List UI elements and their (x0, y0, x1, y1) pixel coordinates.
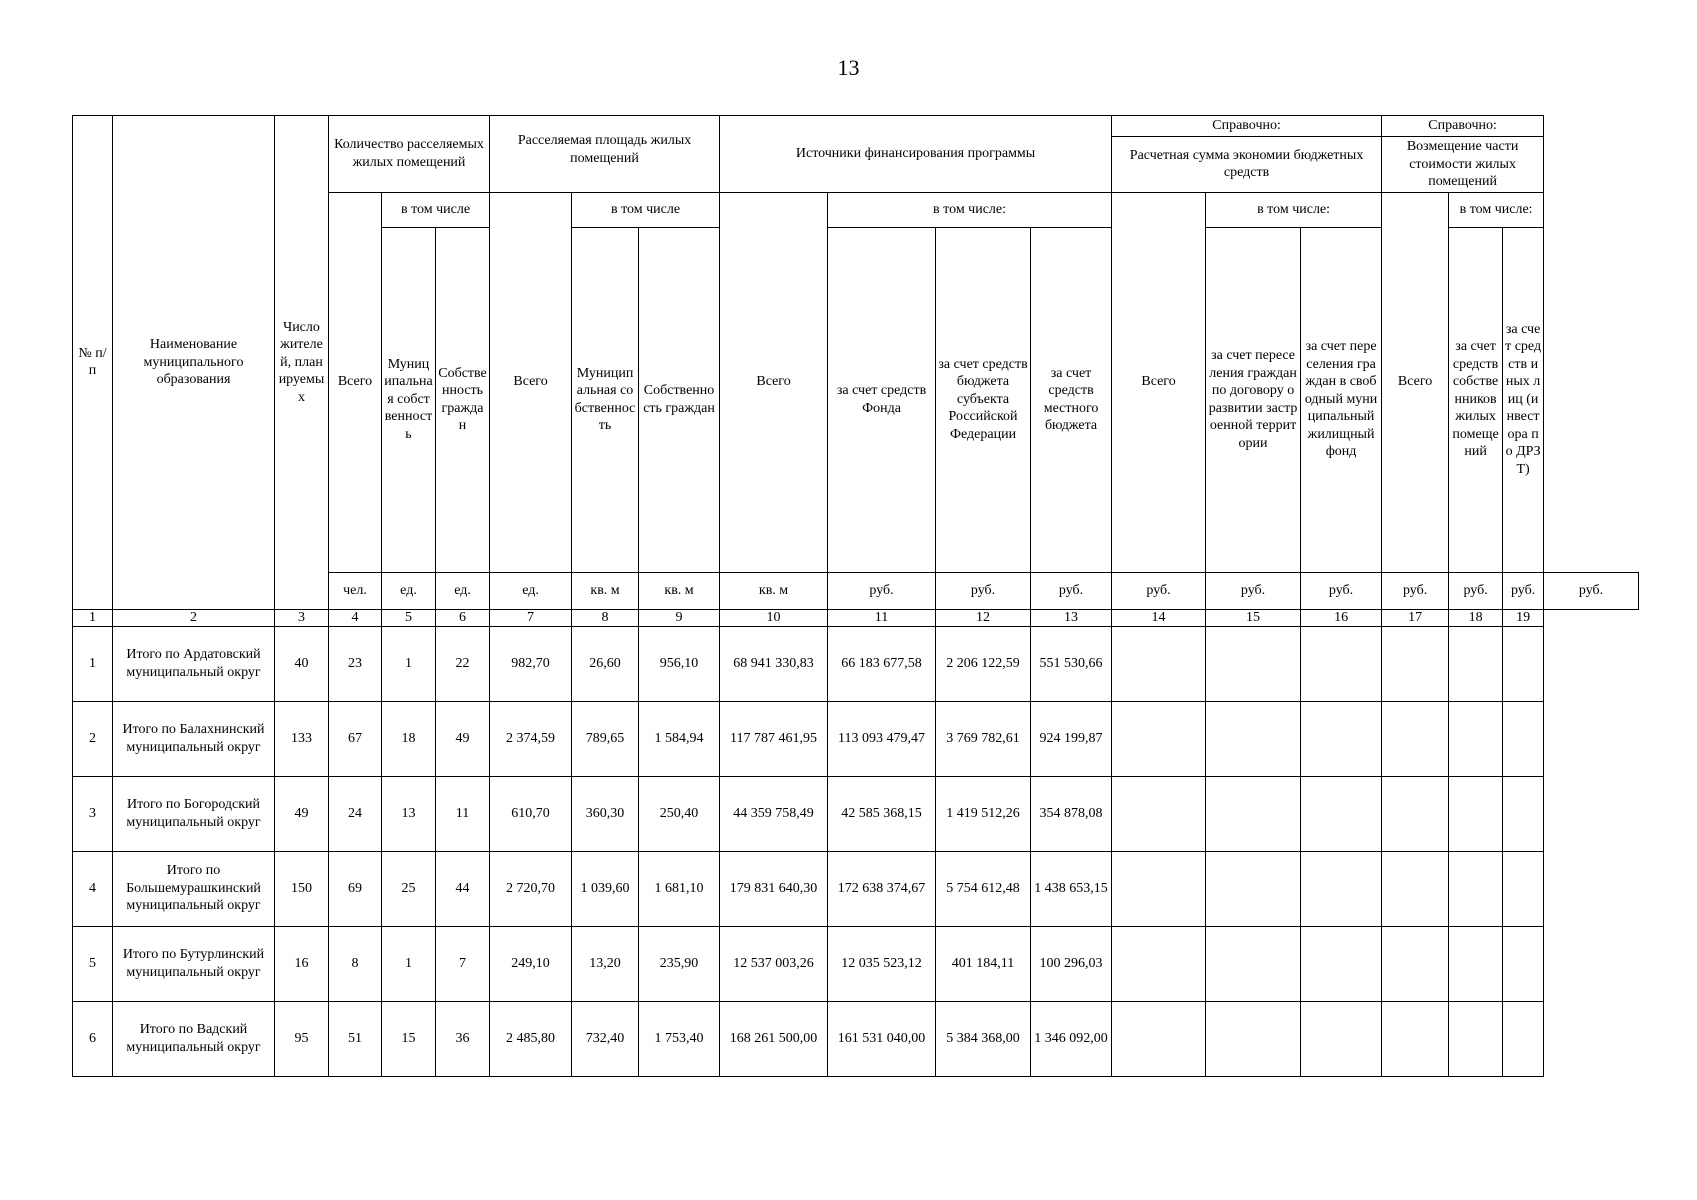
empty-reference-cell (1503, 626, 1544, 701)
column-numbers-row (73, 609, 1639, 626)
cell-residents: 133 (275, 701, 329, 776)
cell-count-total: 51 (329, 1001, 382, 1076)
cell-area-priv: 1 753,40 (639, 1001, 720, 1076)
cell-area-mun: 1 039,60 (572, 851, 639, 926)
unit-fin-region: руб. (1031, 572, 1112, 609)
header-fin-total: Всего (720, 192, 828, 572)
municipality-name (113, 926, 275, 1001)
header-count-group: Количество расселяемых жилых помещений (329, 116, 490, 193)
column-number-cell: 6 (436, 609, 490, 626)
row-number: 3 (73, 776, 113, 851)
empty-reference-cell (1503, 851, 1544, 926)
empty-reference-cell (1449, 701, 1503, 776)
column-number-cell: 10 (720, 609, 828, 626)
cell-fin-fund: 66 183 677,58 (828, 626, 936, 701)
cell-area-priv: 1 681,10 (639, 851, 720, 926)
empty-reference-cell (1112, 1001, 1206, 1076)
cell-count-priv: 22 (436, 626, 490, 701)
header-comp-including: в том числе: (1449, 192, 1544, 227)
cell-fin-fund: 172 638 374,67 (828, 851, 936, 926)
empty-reference-cell (1206, 626, 1301, 701)
header-econ-total: Всего (1112, 192, 1206, 572)
column-number-cell: 14 (1112, 609, 1206, 626)
cell-fin-total: 179 831 640,30 (720, 851, 828, 926)
column-number-cell: 15 (1206, 609, 1301, 626)
header-reference-label-compensation: Справочно: (1382, 116, 1544, 137)
unit-area-municipal: кв. м (639, 572, 720, 609)
cell-count-priv: 11 (436, 776, 490, 851)
cell-count-total: 23 (329, 626, 382, 701)
municipality-name (113, 776, 275, 851)
table-row (73, 776, 1639, 851)
header-economy-group: Расчетная сумма экономии бюджетных средств (1112, 137, 1382, 193)
cell-fin-fund: 12 035 523,12 (828, 926, 936, 1001)
cell-area-total: 249,10 (490, 926, 572, 1001)
cell-count-mun: 13 (382, 776, 436, 851)
header-residents: Число жителей, планируемых (275, 116, 329, 610)
empty-reference-cell (1382, 701, 1449, 776)
cell-area-priv: 250,40 (639, 776, 720, 851)
table-row (73, 626, 1639, 701)
empty-reference-cell (1449, 926, 1503, 1001)
empty-reference-cell (1449, 626, 1503, 701)
cell-area-priv: 235,90 (639, 926, 720, 1001)
cell-count-priv: 44 (436, 851, 490, 926)
column-number-cell: 5 (382, 609, 436, 626)
municipality-name (113, 626, 275, 701)
header-sources-group: Источники финансирования программы (720, 116, 1112, 193)
cell-fin-total: 117 787 461,95 (720, 701, 828, 776)
cell-area-mun: 789,65 (572, 701, 639, 776)
cell-fin-local: 100 296,03 (1031, 926, 1112, 1001)
empty-reference-cell (1382, 1001, 1449, 1076)
unit-comp-others: руб. (1544, 572, 1639, 609)
empty-reference-cell (1382, 626, 1449, 701)
municipality-name-text: Богородский муниципальный округ (126, 797, 261, 830)
cell-area-priv: 1 584,94 (639, 701, 720, 776)
empty-reference-cell (1301, 701, 1382, 776)
cell-count-total: 24 (329, 776, 382, 851)
column-number-cell: 17 (1382, 609, 1449, 626)
cell-count-priv: 49 (436, 701, 490, 776)
municipality-name-text: Балахнинский муниципальный округ (126, 722, 265, 755)
resettlement-table (72, 115, 1639, 1077)
column-number-cell: 16 (1301, 609, 1382, 626)
unit-fin-local: руб. (1112, 572, 1206, 609)
unit-econ-free-fund: руб. (1382, 572, 1449, 609)
municipality-name-text: Ардатовский муниципальный округ (126, 647, 261, 680)
cell-count-mun: 1 (382, 926, 436, 1001)
empty-reference-cell (1503, 926, 1544, 1001)
unit-area-private: кв. м (720, 572, 828, 609)
header-reference-label-economy: Справочно: (1112, 116, 1382, 137)
cell-fin-region: 1 419 512,26 (936, 776, 1031, 851)
unit-comp-total: руб. (1449, 572, 1503, 609)
unit-count-total: ед. (382, 572, 436, 609)
empty-reference-cell (1206, 776, 1301, 851)
municipality-name-prefix: Итого по (139, 1022, 194, 1037)
cell-count-total: 67 (329, 701, 382, 776)
cell-residents: 16 (275, 926, 329, 1001)
header-area-private: Собственность граждан (639, 227, 720, 572)
empty-reference-cell (1382, 926, 1449, 1001)
empty-reference-cell (1301, 776, 1382, 851)
cell-area-total: 610,70 (490, 776, 572, 851)
cell-area-total: 2 374,59 (490, 701, 572, 776)
table-row (73, 926, 1639, 1001)
cell-residents: 95 (275, 1001, 329, 1076)
municipality-name-prefix: Итого по (126, 647, 180, 662)
unit-count-private: ед. (490, 572, 572, 609)
header-area-total: Всего (490, 192, 572, 572)
cell-residents: 40 (275, 626, 329, 701)
column-number-cell: 18 (1449, 609, 1503, 626)
empty-reference-cell (1382, 776, 1449, 851)
header-fin-region: за счет средств бюджета субъекта Российской Федерации (936, 227, 1031, 572)
empty-reference-cell (1112, 926, 1206, 1001)
empty-reference-cell (1503, 701, 1544, 776)
header-count-total: Всего (329, 192, 382, 572)
cell-fin-region: 401 184,11 (936, 926, 1031, 1001)
cell-count-mun: 18 (382, 701, 436, 776)
column-number-cell: 12 (936, 609, 1031, 626)
column-number-cell: 11 (828, 609, 936, 626)
column-number-cell: 2 (113, 609, 275, 626)
cell-area-total: 2 485,80 (490, 1001, 572, 1076)
empty-reference-cell (1112, 776, 1206, 851)
empty-reference-cell (1382, 851, 1449, 926)
cell-area-mun: 732,40 (572, 1001, 639, 1076)
cell-area-priv: 956,10 (639, 626, 720, 701)
cell-fin-total: 68 941 330,83 (720, 626, 828, 701)
municipality-name-text: Вадский муниципальный округ (126, 1022, 261, 1055)
cell-fin-fund: 113 093 479,47 (828, 701, 936, 776)
empty-reference-cell (1206, 1001, 1301, 1076)
cell-count-priv: 36 (436, 1001, 490, 1076)
header-count-private: Собственность граждан (436, 227, 490, 572)
cell-fin-local: 1 346 092,00 (1031, 1001, 1112, 1076)
header-comp-others: за счет средств иных лиц (инвестора по ДРЗТ) (1503, 227, 1544, 572)
column-number-cell: 19 (1503, 609, 1544, 626)
header-compensation-group: Возмещение части стоимости жилых помещений (1382, 137, 1544, 193)
cell-fin-local: 354 878,08 (1031, 776, 1112, 851)
empty-reference-cell (1112, 701, 1206, 776)
cell-fin-total: 44 359 758,49 (720, 776, 828, 851)
header-fin-local: за счет средств местного бюджета (1031, 227, 1112, 572)
empty-reference-cell (1301, 851, 1382, 926)
unit-count-municipal: ед. (436, 572, 490, 609)
cell-fin-total: 12 537 003,26 (720, 926, 828, 1001)
municipality-name-prefix: Итого по (122, 722, 176, 737)
cell-count-mun: 1 (382, 626, 436, 701)
unit-comp-owners: руб. (1503, 572, 1544, 609)
cell-area-mun: 360,30 (572, 776, 639, 851)
cell-area-total: 2 720,70 (490, 851, 572, 926)
cell-residents: 150 (275, 851, 329, 926)
header-area-including: в том числе (572, 192, 720, 227)
empty-reference-cell (1206, 701, 1301, 776)
column-number-cell: 4 (329, 609, 382, 626)
cell-count-total: 69 (329, 851, 382, 926)
cell-count-priv: 7 (436, 926, 490, 1001)
row-number: 5 (73, 926, 113, 1001)
header-econ-free-fund: за счет переселения граждан в свободный муниципальный жилищный фонд (1301, 227, 1382, 572)
row-number: 1 (73, 626, 113, 701)
empty-reference-cell (1301, 626, 1382, 701)
cell-fin-fund: 161 531 040,00 (828, 1001, 936, 1076)
table-row (73, 1001, 1639, 1076)
row-number: 6 (73, 1001, 113, 1076)
header-count-including: в том числе (382, 192, 490, 227)
header-econ-including: в том числе: (1206, 192, 1382, 227)
empty-reference-cell (1301, 926, 1382, 1001)
cell-residents: 49 (275, 776, 329, 851)
unit-fin-fund: руб. (936, 572, 1031, 609)
empty-reference-cell (1112, 626, 1206, 701)
cell-count-mun: 15 (382, 1001, 436, 1076)
row-number: 4 (73, 851, 113, 926)
column-number-cell: 8 (572, 609, 639, 626)
cell-fin-local: 924 199,87 (1031, 701, 1112, 776)
row-number: 2 (73, 701, 113, 776)
empty-reference-cell (1449, 1001, 1503, 1076)
header-count-municipal: Муниципальная собственность (382, 227, 436, 572)
empty-reference-cell (1503, 776, 1544, 851)
municipality-name-prefix: Итого по (166, 863, 221, 879)
column-number-cell: 9 (639, 609, 720, 626)
municipality-name (113, 851, 275, 926)
header-municipality-name: Наименование муниципального образования (113, 116, 275, 610)
cell-area-mun: 26,60 (572, 626, 639, 701)
empty-reference-cell (1112, 851, 1206, 926)
header-number: № п/п (73, 116, 113, 610)
empty-reference-cell (1301, 1001, 1382, 1076)
unit-fin-total: руб. (828, 572, 936, 609)
cell-fin-region: 5 384 368,00 (936, 1001, 1031, 1076)
municipality-name (113, 1001, 275, 1076)
cell-area-total: 982,70 (490, 626, 572, 701)
municipality-name-text: Бутурлинский муниципальный округ (126, 947, 265, 980)
header-comp-total: Всего (1382, 192, 1449, 572)
unit-econ-development: руб. (1301, 572, 1382, 609)
empty-reference-cell (1503, 1001, 1544, 1076)
unit-residents: чел. (329, 572, 382, 609)
municipality-name (113, 701, 275, 776)
unit-area-total: кв. м (572, 572, 639, 609)
header-econ-development: за счет переселения граждан по договору о развитии застроенной территории (1206, 227, 1301, 572)
column-number-cell: 1 (73, 609, 113, 626)
cell-fin-fund: 42 585 368,15 (828, 776, 936, 851)
column-number-cell: 13 (1031, 609, 1112, 626)
empty-reference-cell (1449, 851, 1503, 926)
municipality-name-prefix: Итого по (126, 797, 181, 812)
header-area-group: Расселяемая площадь жилых помещений (490, 116, 720, 193)
page-number: 13 (837, 55, 860, 80)
cell-fin-region: 2 206 122,59 (936, 626, 1031, 701)
cell-count-mun: 25 (382, 851, 436, 926)
empty-reference-cell (1206, 926, 1301, 1001)
municipality-name-text: Большемурашкинский муниципальный округ (126, 880, 261, 914)
cell-fin-region: 5 754 612,48 (936, 851, 1031, 926)
header-fin-fund: за счет средств Фонда (828, 227, 936, 572)
data-body (73, 626, 1639, 1076)
column-number-cell: 7 (490, 609, 572, 626)
cell-fin-local: 551 530,66 (1031, 626, 1112, 701)
cell-fin-local: 1 438 653,15 (1031, 851, 1112, 926)
cell-count-total: 8 (329, 926, 382, 1001)
header-area-municipal: Муниципальная собственность (572, 227, 639, 572)
column-number-cell: 3 (275, 609, 329, 626)
cell-area-mun: 13,20 (572, 926, 639, 1001)
unit-econ-total: руб. (1206, 572, 1301, 609)
header-comp-owners: за счет средств собственников жилых помещений (1449, 227, 1503, 572)
municipality-name-prefix: Итого по (122, 947, 177, 962)
cell-fin-total: 168 261 500,00 (720, 1001, 828, 1076)
header-fin-including: в том числе: (828, 192, 1112, 227)
cell-fin-region: 3 769 782,61 (936, 701, 1031, 776)
empty-reference-cell (1449, 776, 1503, 851)
table-row (73, 701, 1639, 776)
table-row (73, 851, 1639, 926)
empty-reference-cell (1206, 851, 1301, 926)
